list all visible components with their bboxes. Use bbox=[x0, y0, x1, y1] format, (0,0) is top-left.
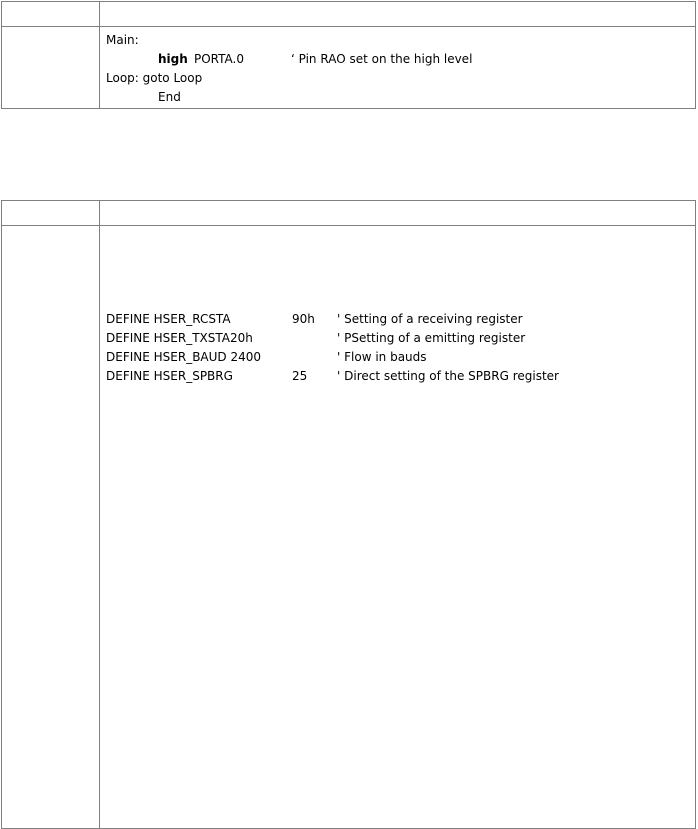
define-command: DEFINE HSER_RCSTA bbox=[106, 312, 231, 326]
define-command: DEFINE HSER_SPBRG bbox=[106, 369, 233, 383]
code-comment-pin: ‘ Pin RAO set on the high level bbox=[291, 52, 473, 66]
code-table-1 bbox=[1, 1, 696, 109]
code-line-loop: Loop: goto Loop bbox=[106, 71, 203, 85]
define-value: 90h bbox=[292, 312, 315, 326]
code-label-main: Main: bbox=[106, 33, 139, 47]
code-line-end: End bbox=[158, 90, 181, 104]
column-divider bbox=[99, 2, 100, 108]
code-table-2 bbox=[1, 200, 696, 829]
define-comment: ' Setting of a receiving register bbox=[337, 312, 523, 326]
code-arg-porta: PORTA.0 bbox=[194, 52, 244, 66]
define-comment: ' Flow in bauds bbox=[337, 350, 427, 364]
column-divider bbox=[99, 201, 100, 829]
define-comment: ' PSetting of a emitting register bbox=[337, 331, 526, 345]
code-keyword-high: high bbox=[158, 52, 188, 66]
define-command: DEFINE HSER_TXSTA20h bbox=[106, 331, 253, 345]
header-row-divider bbox=[2, 225, 695, 226]
define-command: DEFINE HSER_BAUD 2400 bbox=[106, 350, 262, 364]
define-comment: ' Direct setting of the SPBRG register bbox=[337, 369, 559, 383]
define-value: 25 bbox=[292, 369, 308, 383]
header-row-divider bbox=[2, 26, 695, 27]
